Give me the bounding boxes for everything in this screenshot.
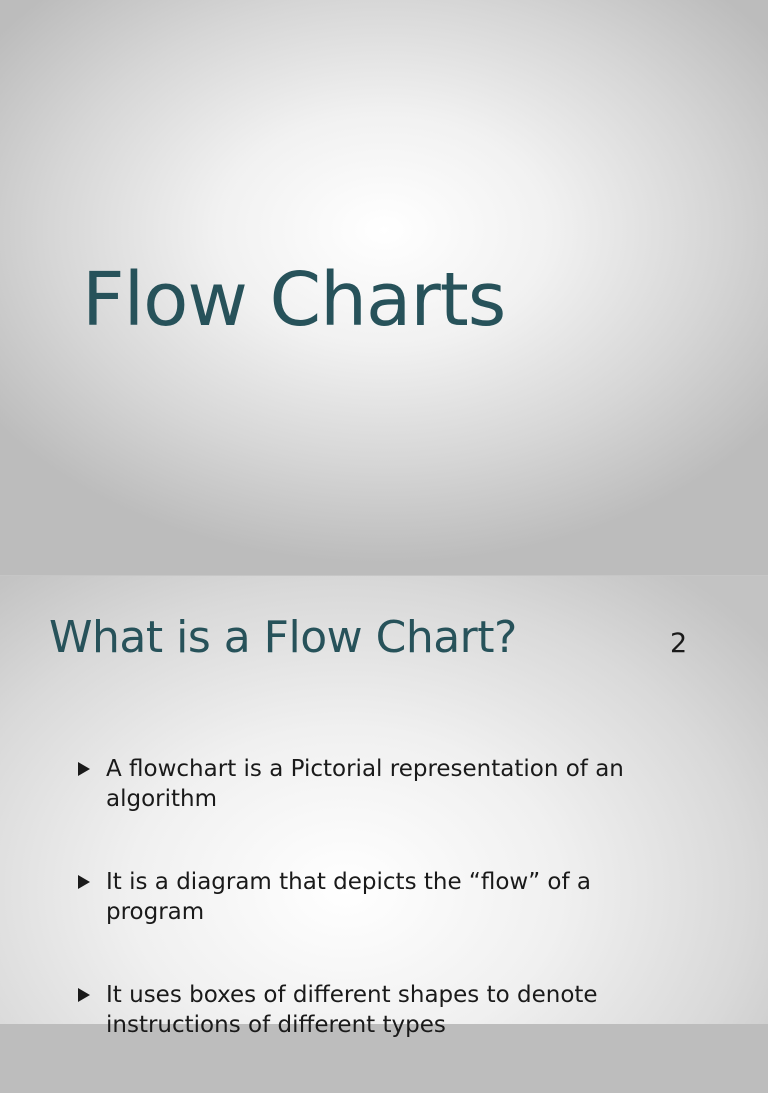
triangle-right-icon — [78, 988, 90, 1002]
bullet-item — [78, 980, 638, 1040]
triangle-right-icon — [78, 875, 90, 889]
slide-title-heading: Flow Charts — [82, 257, 506, 343]
bullet-list — [78, 754, 638, 1093]
slide-what-is-flow-chart[interactable] — [0, 576, 768, 1038]
bullet-item — [78, 754, 638, 814]
bullet-text: A flowchart is a Pictorial representation of an algorithm — [106, 756, 624, 812]
bullet-text: It uses boxes of different shapes to denote instructions of different types — [106, 982, 598, 1038]
slide-heading: What is a Flow Chart? — [49, 612, 517, 663]
bullet-item — [78, 867, 638, 927]
bullet-text: It is a diagram that depicts the “flow” of a program — [106, 869, 592, 925]
slide-number: 2 — [670, 628, 688, 659]
triangle-right-icon — [78, 762, 90, 776]
